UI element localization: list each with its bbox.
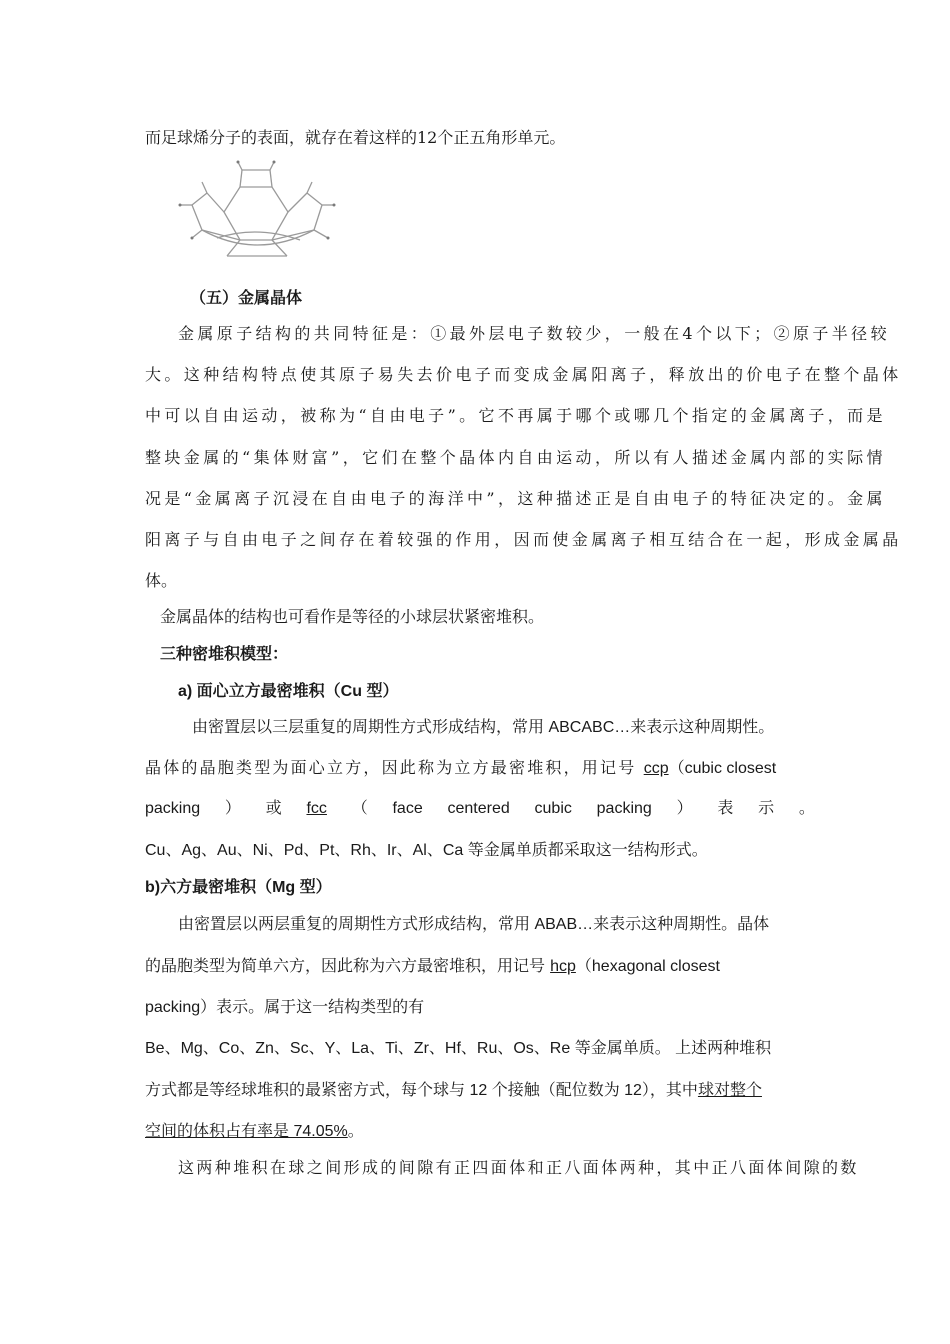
paragraph-line <box>145 840 708 861</box>
underlined-text: 球对整个 <box>697 1082 762 1099</box>
paragraph-line: 中可以自由运动，被称为“自由电子”。它不再属于哪个或哪几个指定的金属离子，而是 <box>145 406 886 425</box>
hcp-term: hcp <box>550 958 576 975</box>
paragraph-line: 体。 <box>145 571 178 590</box>
word: ） <box>224 800 241 817</box>
paragraph-line <box>145 956 720 977</box>
paragraph-line: 况是“金属离子沉浸在自由电子的海洋中”，这种描述正是自由电子的特征决定的。金属 <box>145 489 886 508</box>
fcc-term: fcc <box>306 800 327 817</box>
molecule-structure-figure <box>172 160 347 268</box>
paragraph-text: 由密置层以三层重复的周期性方式形成结构，常用 ABCABC…来表示这种周期性。 <box>192 719 775 736</box>
word: （ <box>351 800 368 817</box>
paragraph-text: 。 <box>347 1121 364 1140</box>
justified-paragraph-line <box>145 799 815 819</box>
word: 表 <box>717 800 734 817</box>
underlined-text: 空间的体积占有率是 74.05% <box>145 1123 348 1140</box>
paragraph-line: 大。这种结构特点使其原子易失去价电子而变成金属阳离子，释放出的价电子在整个晶体 <box>145 365 902 384</box>
model-a-heading <box>178 681 398 702</box>
paragraph-line <box>178 914 769 935</box>
word: cubic <box>534 800 572 817</box>
paragraph-line <box>145 1038 771 1059</box>
model-a-heading-text: a) 面心立方最密堆积（Cu 型） <box>178 683 399 700</box>
paragraph-line <box>145 1121 364 1142</box>
paragraph-line: 金属原子结构的共同特征是：①最外层电子数较少，一般在4个以下；②原子半径较 <box>178 324 890 343</box>
subsection-heading: 三种密堆积模型： <box>160 644 289 663</box>
word: ） <box>676 800 693 817</box>
paragraph-text: packing）表示。属于这一结构类型的有 <box>145 999 425 1016</box>
paragraph-text: Be、Mg、Co、Zn、Sc、Y、La、Ti、Zr、Hf、Ru、Os、Re 等金属单质。 上述两种堆积 <box>145 1040 772 1057</box>
paragraph-line <box>192 717 774 738</box>
section-heading: （五）金属晶体 <box>190 288 303 307</box>
word: packing <box>596 800 652 817</box>
paragraph-line: 整块金属的“集体财富”，它们在整个晶体内自由运动，所以有人描述金属内部的实际情 <box>145 448 886 467</box>
word: packing <box>145 800 201 817</box>
word: 。 <box>798 800 815 817</box>
paragraph-line <box>145 1080 762 1101</box>
word: 或 <box>265 800 282 817</box>
paragraph-text: 方式都是等经球堆积的最紧密方式，每个球与 12 个接触（配位数为 12），其中 <box>145 1082 698 1099</box>
text-line: 而足球烯分子的表面，就存在着这样的12个正五角形单元。 <box>145 128 566 147</box>
paragraph-line: 阳离子与自由电子之间存在着较强的作用，因而使金属离子相互结合在一起，形成金属晶 <box>145 530 902 549</box>
paragraph-line <box>145 758 776 779</box>
word: centered <box>447 800 510 817</box>
paragraph-line: 这两种堆积在球之间形成的间隙有正四面体和正八面体两种，其中正八面体间隙的数 <box>178 1158 859 1177</box>
paragraph-text: （hexagonal closest <box>575 958 720 975</box>
word: face <box>392 800 423 817</box>
paragraph-text: 晶体的晶胞类型为面心立方，因此称为立方最密堆积，用记号 <box>145 758 644 777</box>
paragraph-line: 金属晶体的结构也可看作是等径的小球层状紧密堆积。 <box>160 607 545 626</box>
paragraph-text: Cu、Ag、Au、Ni、Pd、Pt、Rh、Ir、Al、Ca 等金属单质都采取这一结构形式。 <box>145 842 708 859</box>
paragraph-line <box>145 997 424 1018</box>
paragraph-text: 的晶胞类型为简单六方，因此称为六方最密堆积，用记号 <box>145 956 551 975</box>
model-b-heading <box>145 877 332 898</box>
paragraph-text: 由密置层以两层重复的周期性方式形成结构，常用 ABAB…来表示这种周期性。晶体 <box>178 916 770 933</box>
paragraph-text: （cubic closest <box>668 760 777 777</box>
word: 示 <box>758 800 775 817</box>
model-b-heading-text: b)六方最密堆积（Mg 型） <box>145 879 332 896</box>
ccp-term: ccp <box>643 760 669 777</box>
